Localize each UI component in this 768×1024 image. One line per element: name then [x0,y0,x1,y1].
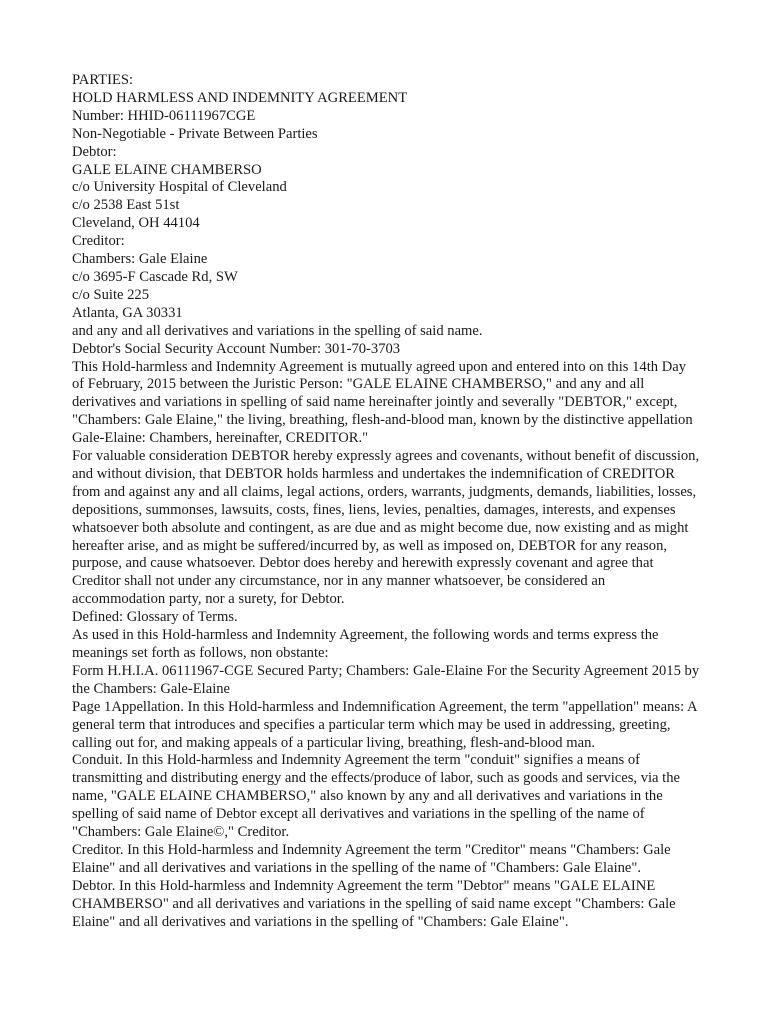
parties-label: PARTIES: [72,72,134,88]
debtor-address-line-1: c/o University Hospital of Cleveland [72,179,287,196]
creditor-address-line-1: c/o 3695-F Cascade Rd, SW [72,268,238,285]
debtor-definition: Debtor. In this Hold-harmless and Indemnity Agreement the term "Debtor" means "GALE ELAINE CHAMBERSO" and all derivatives and variations in the spelling of said name except "Chambers: Gale Elaine" and all derivatives and variations in the spelling of "Chambers: Gale Elaine". [72,877,676,930]
debtor-name: GALE ELAINE CHAMBERSO [72,161,262,178]
glossary-intro-paragraph: As used in this Hold-harmless and Indemnity Agreement, the following words and terms express the meanings set forth as follows, non obstante: [72,627,659,661]
creditor-definition: Creditor. In this Hold-harmless and Indemnity Agreement the term "Creditor" means "Chambers: Gale Elaine" and all derivatives and variations in the spelling of the name of "Chambers: Gale Elaine". [72,841,671,876]
glossary-heading: Defined: Glossary of Terms. [72,609,238,626]
debtor-city-state-zip: Cleveland, OH 44104 [72,215,200,232]
negotiability-note: Non-Negotiable - Private Between Parties [72,125,318,142]
ssn-line: Debtor's Social Security Account Number: 301-70-3703 [72,340,401,357]
conduit-definition: Conduit. In this Hold-harmless and Indemnity Agreement the term "conduit" signifies a means of transmitting and distributing energy and the effects/produce of labor, such as goods and services, via the name, "GALE ELAINE CHAMBERSO," also known by any and all derivatives and variations in the spelling of said name of Debtor except all derivatives and variations in the spelling of the name of "Chambers: Gale Elaine©," Creditor. [72,752,681,841]
creditor-label: Creditor: [72,233,125,250]
debtor-label: Debtor: [72,143,117,160]
creditor-address-line-2: c/o Suite 225 [72,286,150,303]
appellation-definition: Page 1Appellation. In this Hold-harmless and Indemnification Agreement, the term "appellation" means: A general term that introduces and specifies a particular term which may be used in addressing, greeting, calling out for, and making appeals of a particular living, breathing, flesh-and-blood man. [72,698,697,751]
indemnification-paragraph: For valuable consideration DEBTOR hereby expressly agrees and covenants, without benefit of discussion, and without division, that DEBTOR holds harmless and undertakes the indemnification of CREDITOR from and against any and all claims, legal actions, orders, warrants, judgments, demands, liabilities, losses, depositions, summonses, lawsuits, costs, fines, liens, levies, penalties, damages, interests, and expenses whatsoever both absolute and contingent, as are due and as might become due, now existing and as might hereafter arise, and as might be suffered/incurred by, as well as imposed on, DEBTOR for any reason, purpose, and cause whatsoever. Debtor does hereby and herewith expressly covenant and agree that Creditor shall not under any circumstance, nor in any manner whatsoever, be considered an accommodation party, nor a surety, for Debtor. [72,448,700,608]
document-page [72,72,700,932]
agreement-number: Number: HHID-06111967CGE [72,107,256,124]
creditor-name: Chambers: Gale Elaine [72,251,208,268]
form-reference-paragraph: Form H.H.I.A. 06111967-CGE Secured Party; Chambers: Gale-Elaine For the Security Agreement 2015 by the Chambers: Gale-Elaine [72,662,700,697]
debtor-address-line-2: c/o 2538 East 51st [72,197,180,214]
name-variations-clause: and any and all derivatives and variations in the spelling of said name. [72,322,483,339]
creditor-city-state-zip: Atlanta, GA 30331 [72,304,183,321]
agreement-intro-paragraph: This Hold-harmless and Indemnity Agreement is mutually agreed upon and entered into on this 14th Day of February, 2015 between the Juristic Person: "GALE ELAINE CHAMBERSO," and any and all derivatives and variations in spelling of said name hereinafter jointly and severally "DEBTOR," except, "Chambers: Gale Elaine," the living, breathing, flesh-and-blood man, known by the distinctive appellation Gale-Elaine: Chambers, hereinafter, CREDITOR." [72,358,693,447]
document-title: HOLD HARMLESS AND INDEMNITY AGREEMENT [72,89,408,106]
